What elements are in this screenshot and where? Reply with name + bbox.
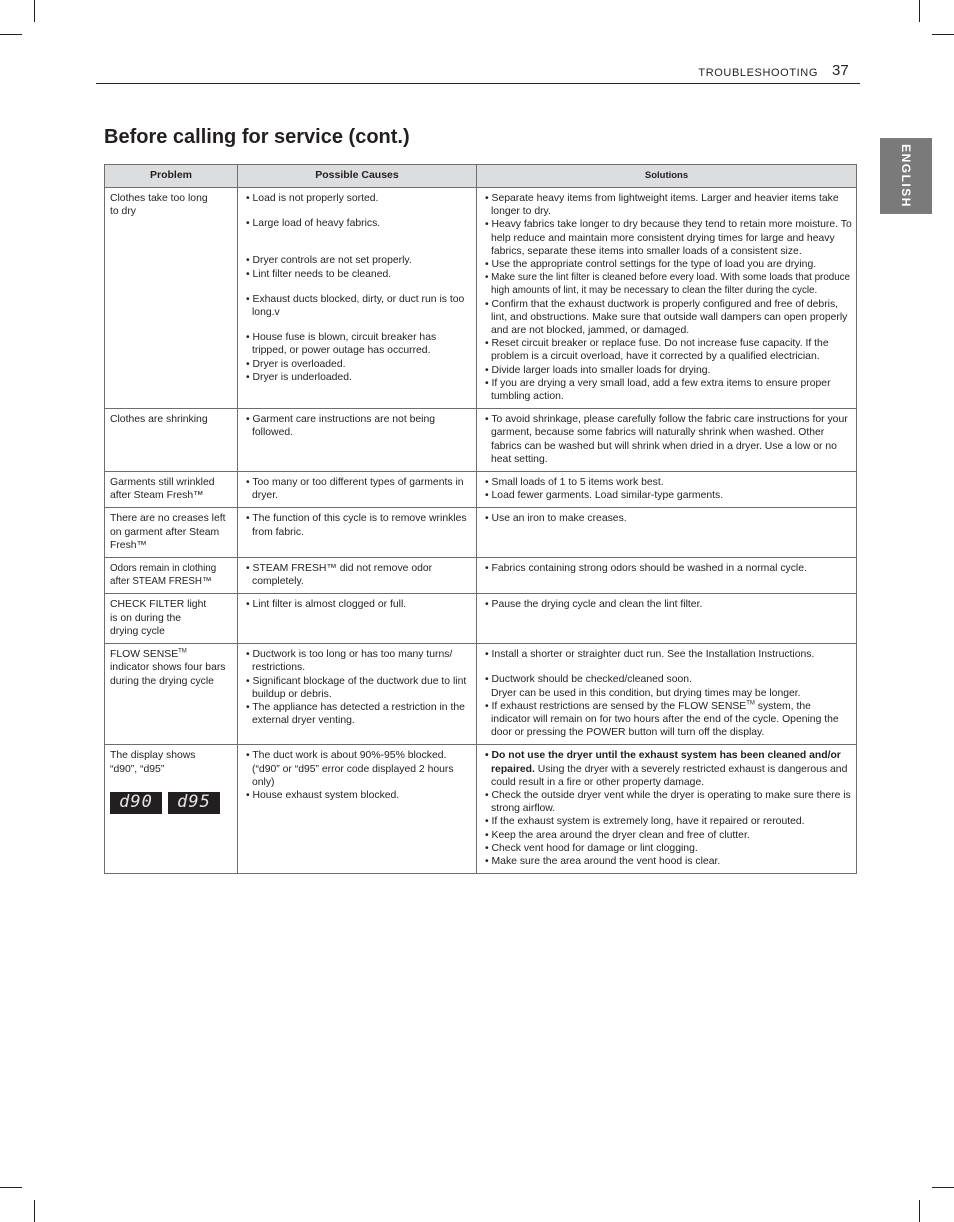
table-row — [105, 558, 857, 594]
solution-item: Dryer can be used in this condition, but drying times may be longer. — [491, 687, 801, 699]
header-solutions: Solutions — [477, 165, 857, 188]
solution-item: • Keep the area around the dryer clean and free of clutter. — [485, 829, 750, 841]
cause-item: • STEAM FRESH™ did not remove odor completely. — [246, 563, 433, 588]
table-row — [105, 508, 857, 558]
solution-item: • Small loads of 1 to 5 items work best. — [485, 477, 664, 489]
trademark-mark: TM — [178, 648, 187, 655]
cause-item: • Garment care instructions are not being followed. — [246, 414, 436, 439]
solution-item: • If exhaust restrictions are sensed by the FLOW SENSE™ system, the indicator will remain on for two hours after the end of the cycle. Opening the door or pressing the POWER button will turn off the display. — [485, 700, 839, 739]
crop-mark — [919, 1200, 920, 1222]
header-causes: Possible Causes — [238, 165, 477, 188]
solutions-cell — [477, 644, 857, 745]
causes-cell — [238, 508, 477, 558]
causes-cell — [238, 188, 477, 409]
causes-cell — [238, 745, 477, 874]
cause-item: • Dryer is underloaded. — [246, 371, 352, 383]
header-rule — [96, 83, 860, 84]
cause-item: • Lint filter needs to be cleaned. — [246, 268, 392, 280]
header-problem: Problem — [105, 165, 238, 188]
error-code-d95: d95 — [168, 792, 220, 814]
solution-item: • Confirm that the exhaust ductwork is properly configured and free of debris, lint, and obstructions. Make sure that outside wall dampers can open properly and are not blocked, jammed, or damaged. — [485, 298, 848, 337]
table-header-row — [105, 165, 857, 188]
error-code-d90: d90 — [110, 792, 162, 814]
problem-cell: Clothes are shrinking — [105, 409, 238, 472]
problem-cell: The display shows “d90”, “d95” d90 d95 — [105, 745, 238, 874]
crop-mark — [34, 1200, 35, 1222]
solution-item: • Fabrics containing strong odors should be washed in a normal cycle. — [485, 563, 807, 575]
table-row — [105, 594, 857, 644]
language-tab-label: ENGLISH — [899, 144, 913, 208]
solution-item: • Do not use the dryer until the exhaust system has been cleaned and/or repaired. Using the dryer with a severely restricted exhaust is dangerous and could result in a fire or other property damage. — [485, 750, 848, 788]
crop-mark — [932, 34, 954, 35]
crop-mark — [34, 0, 35, 22]
warning-text: • Do not use the dryer until the exhaust system has been cleaned and/or repaired. — [485, 750, 841, 775]
solution-item: • Reset circuit breaker or replace fuse. Do not increase fuse capacity. If the problem is a circuit overload, have it corrected by a qualified electrician. — [485, 338, 829, 363]
cause-item: • The appliance has detected a restriction in the external dryer venting. — [246, 701, 465, 727]
cause-item: • Dryer is overloaded. — [246, 358, 346, 370]
solution-item: • Use the appropriate control settings for the type of load you are drying. — [485, 259, 817, 271]
solutions-cell — [477, 508, 857, 558]
flow-sense-label: FLOW SENSE — [110, 649, 179, 661]
solution-item: • Ductwork should be checked/cleaned soon. — [485, 674, 692, 686]
solutions-cell — [477, 745, 857, 874]
page-title: Before calling for service (cont.) — [104, 126, 410, 148]
problem-cell: Garments still wrinkled after Steam Fresh™ — [105, 472, 238, 508]
cause-item: • Ductwork is too long or has too many turns/ restrictions. — [246, 649, 453, 674]
problem-cell: CHECK FILTER light is on during the drying cycle — [105, 594, 238, 644]
causes-cell — [238, 472, 477, 508]
troubleshooting-table — [104, 164, 857, 874]
solutions-cell — [477, 409, 857, 472]
cause-item: • House exhaust system blocked. — [246, 789, 400, 801]
crop-mark — [0, 1187, 22, 1188]
causes-cell — [238, 644, 477, 745]
cause-item: • Lint filter is almost clogged or full. — [246, 599, 407, 611]
problem-cell: FLOW SENSE™ indicator shows four bars during the drying cycle — [105, 644, 238, 745]
causes-cell — [238, 558, 477, 594]
solution-item: • Install a shorter or straighter duct run. See the Installation Instructions. — [485, 649, 815, 661]
cause-item: • House fuse is blown, circuit breaker has tripped, or power outage has occurred. — [246, 332, 437, 357]
cause-item: • Large load of heavy fabrics. — [246, 218, 381, 230]
solution-item: • Divide larger loads into smaller loads for drying. — [485, 364, 711, 376]
solution-item: • Pause the drying cycle and clean the lint filter. — [485, 599, 703, 611]
table-row — [105, 472, 857, 508]
table-row — [105, 409, 857, 472]
crop-mark — [932, 1187, 954, 1188]
solution-item: • To avoid shrinkage, please carefully follow the fabric care instructions for your garment, because some fabrics will naturally shrink when washed. Other fabrics can be washed but will shrink when dried in a dryer. Use a low or no heat setting. — [485, 414, 848, 465]
solution-item: • Make sure the area around the vent hood is clear. — [485, 855, 721, 867]
solutions-cell — [477, 594, 857, 644]
solution-item: • Heavy fabrics take longer to dry because they tend to retain more moisture. To help reduce and maintain more consistent drying times for large and heavy fabrics, separate these items into smaller loads of a consistent size. — [485, 219, 852, 257]
cause-item: • Exhaust ducts blocked, dirty, or duct run is too long.v — [246, 293, 465, 319]
solution-item: • Check vent hood for damage or lint clogging. — [485, 842, 698, 854]
solution-item: • Use an iron to make creases. — [485, 513, 627, 525]
cause-item: • Significant blockage of the ductwork due to lint buildup or debris. — [246, 675, 467, 700]
solution-item: • Check the outside dryer vent while the dryer is operating to make sure there is strong airflow. — [485, 789, 851, 815]
page-number: 37 — [832, 62, 849, 79]
problem-cell: There are no creases left on garment after Steam Fresh™ — [105, 508, 238, 558]
cause-item: • The function of this cycle is to remove wrinkles from fabric. — [246, 513, 467, 538]
cause-item: • Too many or too different types of garments in dryer. — [246, 477, 464, 502]
crop-mark — [919, 0, 920, 22]
causes-cell — [238, 594, 477, 644]
solutions-cell — [477, 472, 857, 508]
table-row — [105, 188, 857, 409]
crop-mark — [0, 34, 22, 35]
problem-cell: Clothes take too long to dry — [105, 188, 238, 409]
solution-item: • Make sure the lint filter is cleaned before every load. With some loads that produce high amounts of lint, it may be necessary to clean the filter during the cycle. — [485, 272, 851, 297]
display-codes — [110, 792, 233, 814]
table-row — [105, 644, 857, 745]
cause-item: • The duct work is about 90%-95% blocked. (“d90” or “d95” error code displayed 2 hours only) — [246, 750, 454, 788]
cause-item: • Dryer controls are not set properly. — [246, 255, 412, 267]
solution-item: • Separate heavy items from lightweight items. Larger and heavier items take longer to dry. — [485, 193, 839, 218]
solution-item: • If the exhaust system is extremely long, have it repaired or rerouted. — [485, 816, 805, 828]
solution-item: • If you are drying a very small load, add a few extra items to ensure proper tumbling action. — [485, 377, 831, 403]
solutions-cell — [477, 558, 857, 594]
section-label: TROUBLESHOOTING — [698, 67, 818, 79]
solutions-cell — [477, 188, 857, 409]
language-tab — [880, 138, 932, 214]
solution-item: • Load fewer garments. Load similar-type garments. — [485, 490, 724, 502]
table-row — [105, 745, 857, 874]
problem-cell: Odors remain in clothing after STEAM FRESH™ — [105, 558, 238, 594]
causes-cell — [238, 409, 477, 472]
cause-item: • Load is not properly sorted. — [246, 193, 379, 204]
